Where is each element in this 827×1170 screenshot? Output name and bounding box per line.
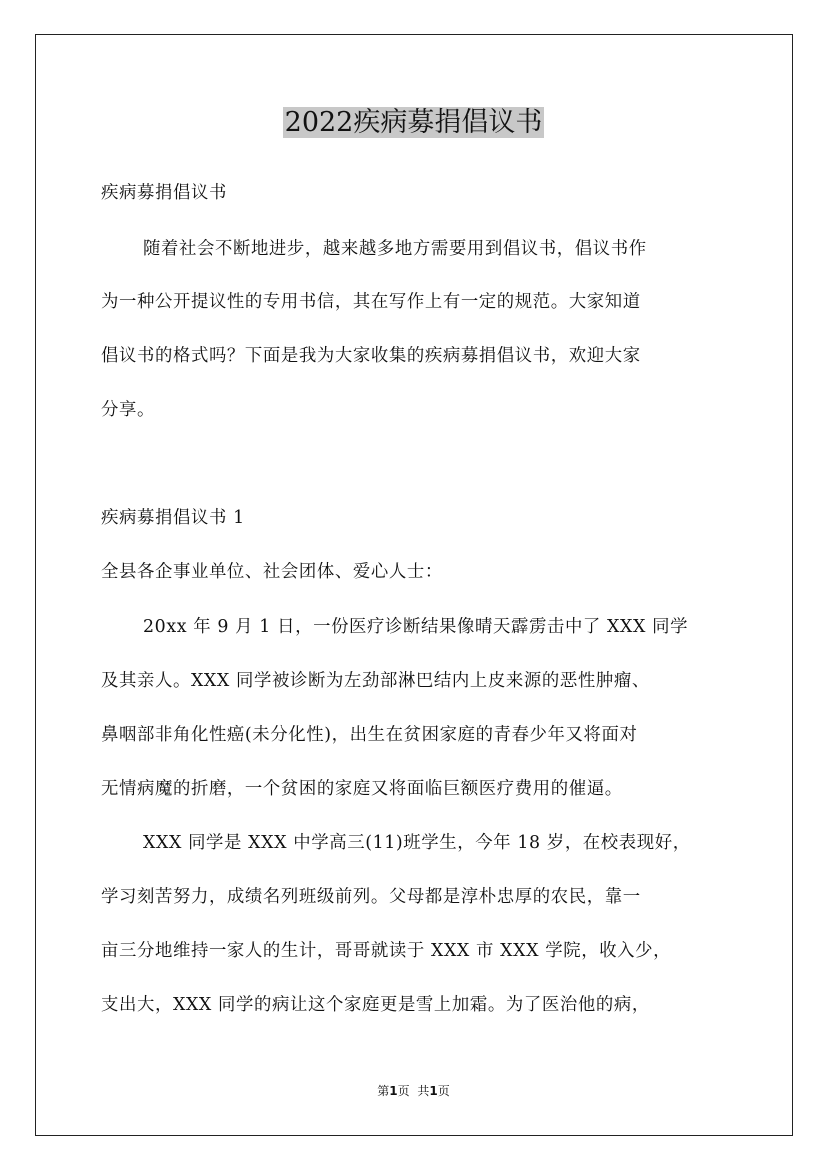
para2-line-4: 支出大，XXX 同学的病让这个家庭更是雪上加霜。为了医治他的病， [101,995,650,1015]
para1-line-3: 鼻咽部非角化性癌(未分化性)，出生在贫困家庭的青春少年又将面对 [101,725,638,745]
para1-line-4: 无情病魔的折磨，一个贫困的家庭又将面临巨额医疗费用的催逼。 [101,779,623,799]
document-title-text: 2022疾病募捐倡议书 [284,107,543,138]
footer-page-current: 1 [389,1084,398,1098]
section-heading: 疾病募捐倡议书 1 [101,508,245,528]
intro-heading: 疾病募捐倡议书 [101,183,227,203]
intro-line-3: 倡议书的格式吗？下面是我为大家收集的疾病募捐倡议书，欢迎大家 [101,346,641,366]
para1-line-2: 及其亲人。XXX 同学被诊断为左劲部淋巴结内上皮来源的恶性肿瘤、 [101,671,650,691]
footer-page-suffix: 页 [397,1084,410,1098]
para2-line-3: 亩三分地维持一家人的生计，哥哥就读于 XXX 市 XXX 学院，收入少， [101,941,672,961]
document-title [0,104,827,142]
para1-line-1: 20xx 年 9 月 1 日，一份医疗诊断结果像晴天霹雳击中了 XXX 同学 [143,617,689,637]
footer-total-suffix: 页 [437,1084,450,1098]
intro-line-4: 分享。 [101,400,155,420]
intro-line-2: 为一种公开提议性的专用书信，其在写作上有一定的规范。大家知道 [101,292,641,312]
intro-line-1: 随着社会不断地进步，越来越多地方需要用到倡议书，倡议书作 [143,239,647,259]
para2-line-2: 学习刻苦努力，成绩名列班级前列。父母都是淳朴忠厚的农民，靠一 [101,887,641,907]
footer-page-prefix: 第 [377,1084,390,1098]
footer-total-prefix: 共 [417,1084,430,1098]
footer-total-pages: 1 [429,1084,438,1098]
salutation: 全县各企事业单位、社会团体、爱心人士： [101,562,443,582]
page-footer [0,1083,827,1099]
para2-line-1: XXX 同学是 XXX 中学高三(11)班学生，今年 18 岁，在校表现好， [143,833,691,853]
